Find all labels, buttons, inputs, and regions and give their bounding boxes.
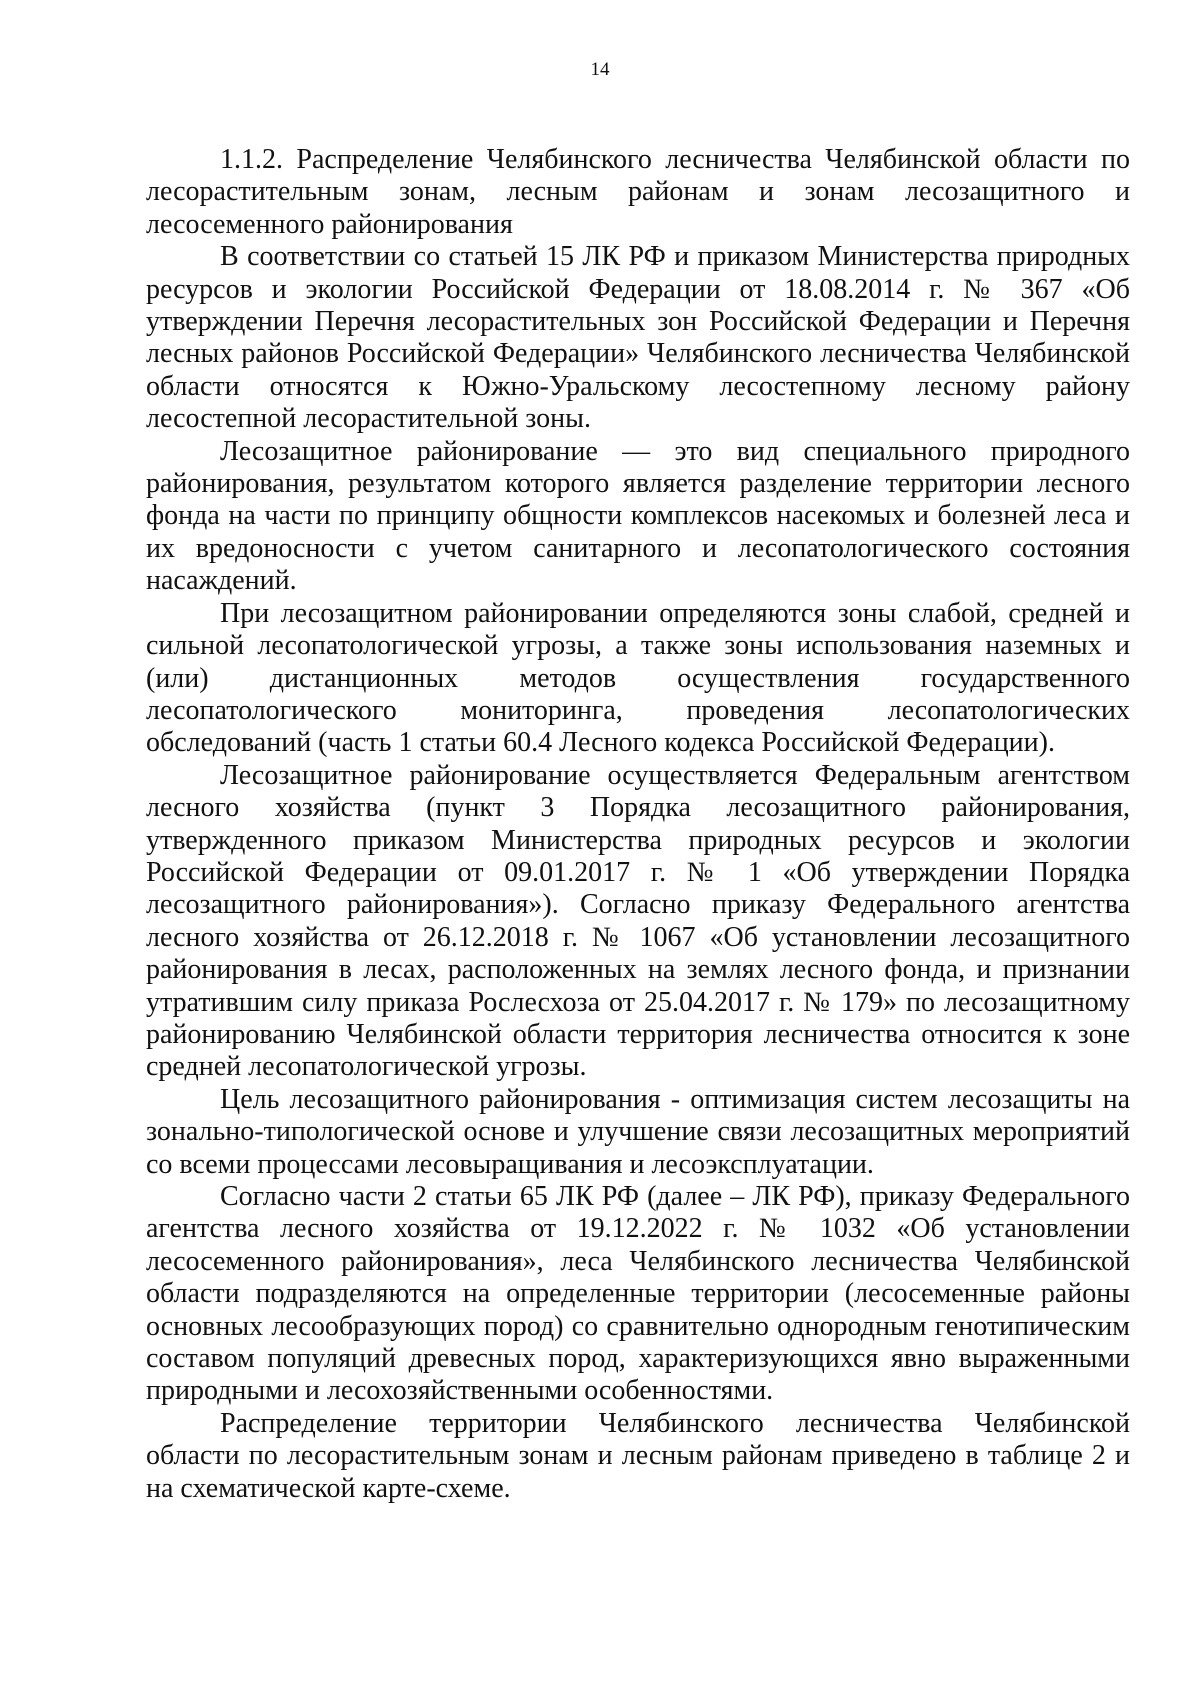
paragraph-7: Распределение территории Челябинского лесничества Челябинской области по лесорастительным зонам и лесным районам приведено в таблице 2 и на схематической карте-схеме. [146,1407,1130,1504]
document-body [146,144,1130,1505]
paragraph-4: Лесозащитное районирование осуществляется Федеральным агентством лесного хозяйства (пункт 3 Порядка лесозащитного районирования, утвержденного приказом Министерства природных ресурсов и экологии Российской Федерации от 09.01.2017 г. № 1 «Об утверждении Порядка лесозащитного районирования»). Согласно приказу Федерального агентства лесного хозяйства от 26.12.2018 г. № 1067 «Об установлении лесозащитного районирования в лесах, расположенных на землях лесного фонда, и признании утратившим силу приказа Рослесхоза от 25.04.2017 г. № 179» по лесозащитному районированию Челябинской области территория лесничества относится к зоне средней лесопатологической угрозы. [146,759,1130,1083]
paragraph-5: Цель лесозащитного районирования - оптимизация систем лесозащиты на зонально-типологической основе и улучшение связи лесозащитных мероприятий со всеми процессами лесовыращивания и лесоэксплуатации. [146,1083,1130,1180]
page-number: 14 [590,59,610,80]
paragraph-6: Согласно части 2 статьи 65 ЛК РФ (далее – ЛК РФ), приказу Федерального агентства лесного хозяйства от 19.12.2022 г. № 1032 «Об установлении лесосеменного районирования», леса Челябинского лесничества Челябинской области подразделяются на определенные территории (лесосеменные районы основных лесообразующих пород) со сравнительно однородным генотипическим составом популяций древесных пород, характеризующихся явно выраженными природными и лесохозяйственными особенностями. [146,1181,1130,1407]
section-heading: 1.1.2. Распределение Челябинского лесничества Челябинской области по лесорастительным зонам, лесным районам и зонам лесозащитного и лесосеменного районирования [146,144,1130,240]
paragraph-3: При лесозащитном районировании определяются зоны слабой, средней и сильной лесопатологической угрозы, а также зоны использования наземных и (или) дистанционных методов осуществления государственного лесопатологического мониторинга, проведения лесопатологических обследований (часть 1 статьи 60.4 Лесного кодекса Российской Федерации). [146,597,1130,759]
paragraph-1: В соответствии со статьей 15 ЛК РФ и приказом Министерства природных ресурсов и экологии Российской Федерации от 18.08.2014 г. № 367 «Об утверждении Перечня лесорастительных зон Российской Федерации и Перечня лесных районов Российской Федерации» Челябинского лесничества Челябинской области относятся к Южно-Уральскому лесостепному лесному району лесостепной лесорастительной зоны. [146,241,1130,435]
paragraph-2: Лесозащитное районирование — это вид специального природного районирования, результатом которого является разделение территории лесного фонда на части по принципу общности комплексов насекомых и болезней леса и их вредоносности с учетом санитарного и лесопатологического состояния насаждений. [146,435,1130,597]
